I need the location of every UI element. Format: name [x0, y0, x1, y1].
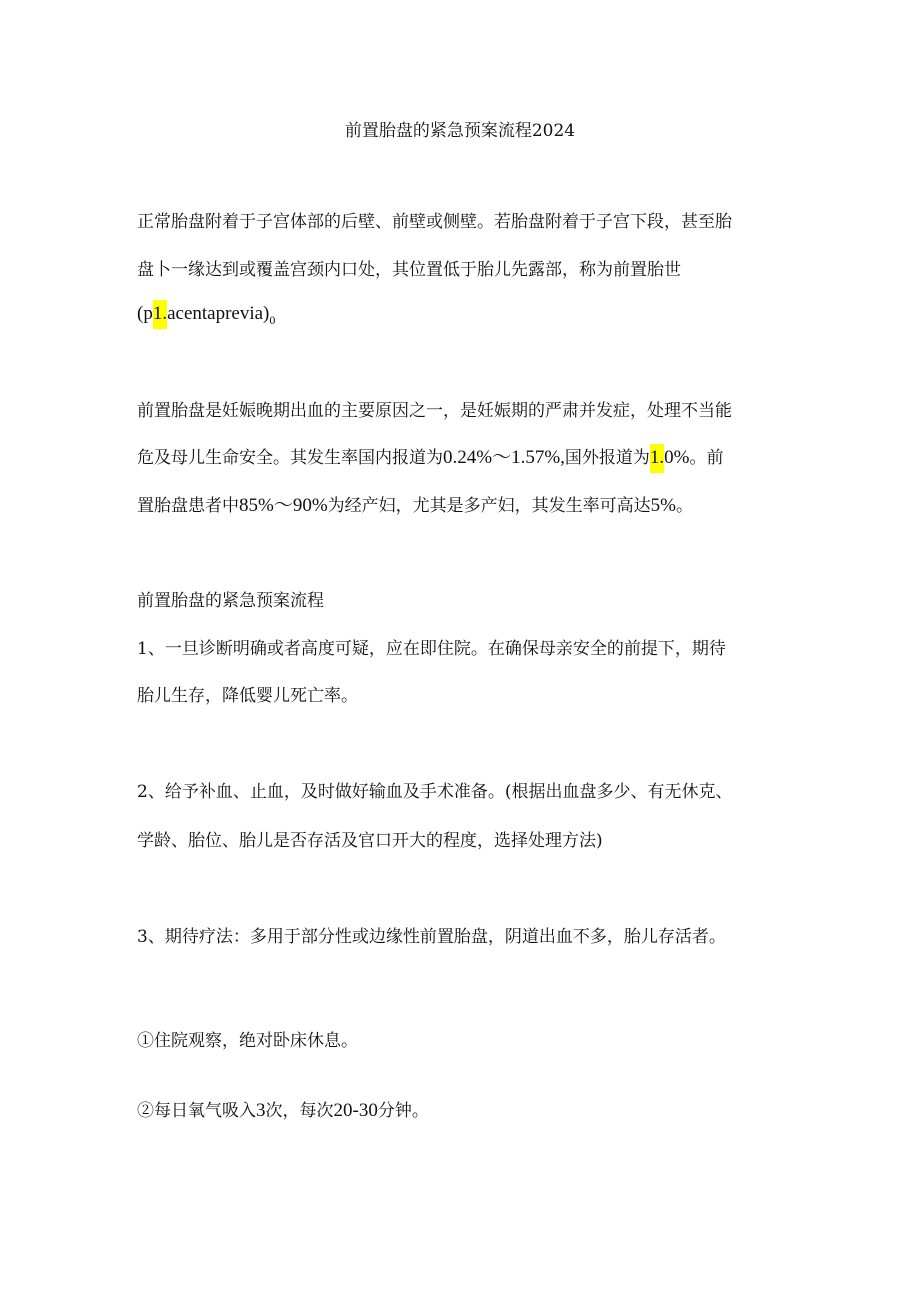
highlight-mark: 1.: [650, 444, 664, 473]
incidence-line-3: [137, 491, 693, 521]
intro-line-3-start: (p: [137, 303, 153, 324]
step-2-line-2: 学龄、胎位、胎儿是否存活及官口开大的程度，选择处理方法): [137, 831, 603, 851]
highlight-mark: 1.: [153, 300, 167, 329]
incidence-line-2: [137, 443, 723, 473]
sub-step-2-text-b: 次，每次: [265, 1101, 334, 1121]
intro-line-2: 盘卜一缘达到或覆盖宫颈内口处，其位置低于胎儿先露部，称为前置胎世: [137, 260, 681, 280]
incidence-domestic-rate: 0.24%～1.57%,: [443, 447, 565, 468]
multipara-rate: 85%～90%: [239, 495, 328, 516]
incidence-line-3-text-a: 置胎盘患者中: [137, 496, 239, 516]
sub-step-2-text-a: ②每日氧气吸入: [137, 1101, 256, 1121]
sub-step-1: ①住院观察，绝对卧床休息。: [137, 1031, 358, 1051]
oxygen-times: 3: [256, 1100, 266, 1121]
intro-line-3-subscript: 0: [269, 312, 276, 327]
step-2-line-1: 2、给予补血、止血，及时做好输血及手术准备。(根据出血盘多少、有无休克、: [137, 782, 733, 802]
incidence-line-3-text-c: 。: [675, 496, 693, 516]
incidence-line-2-text-b: 国外报道为: [564, 448, 650, 468]
oxygen-minutes: 20-30: [333, 1100, 378, 1121]
incidence-line-2-text-c: 。前: [689, 448, 724, 468]
step-1-line-2: 胎儿生存，降低婴儿死亡率。: [137, 686, 358, 706]
step-1-line-1: 1、一旦诊断明确或者高度可疑，应在即住院。在确保母亲安全的前提下，期待: [137, 639, 726, 659]
high-rate: 5%: [650, 495, 676, 516]
section-heading: 前置胎盘的紧急预案流程: [137, 591, 324, 611]
incidence-line-1: 前置胎盘是妊娠晚期出血的主要原因之一，是妊娠期的严肃并发症，处理不当能: [137, 401, 732, 421]
intro-line-3: [137, 299, 275, 335]
sub-step-2-text-c: 分钟。: [377, 1101, 429, 1121]
incidence-line-2-text-a: 危及母儿生命安全。其发生率国内报道为: [137, 448, 443, 468]
incidence-line-3-text-b: 为经产妇，尤其是多产妇，其发生率可高达: [327, 496, 651, 516]
sub-step-2: [137, 1096, 429, 1126]
step-3-line-1: 3、期待疗法：多用于部分性或边缘性前置胎盘，阴道出血不多，胎儿存活者。: [137, 927, 726, 947]
intro-line-1: 正常胎盘附着于子宫体部的后壁、前壁或侧壁。若胎盘附着于子宫下段，甚至胎: [137, 212, 732, 232]
incidence-foreign-rate: 0%: [664, 447, 690, 468]
intro-line-3-end: acentaprevia): [167, 303, 270, 324]
document-title: 前置胎盘的紧急预案流程2024: [344, 121, 576, 141]
